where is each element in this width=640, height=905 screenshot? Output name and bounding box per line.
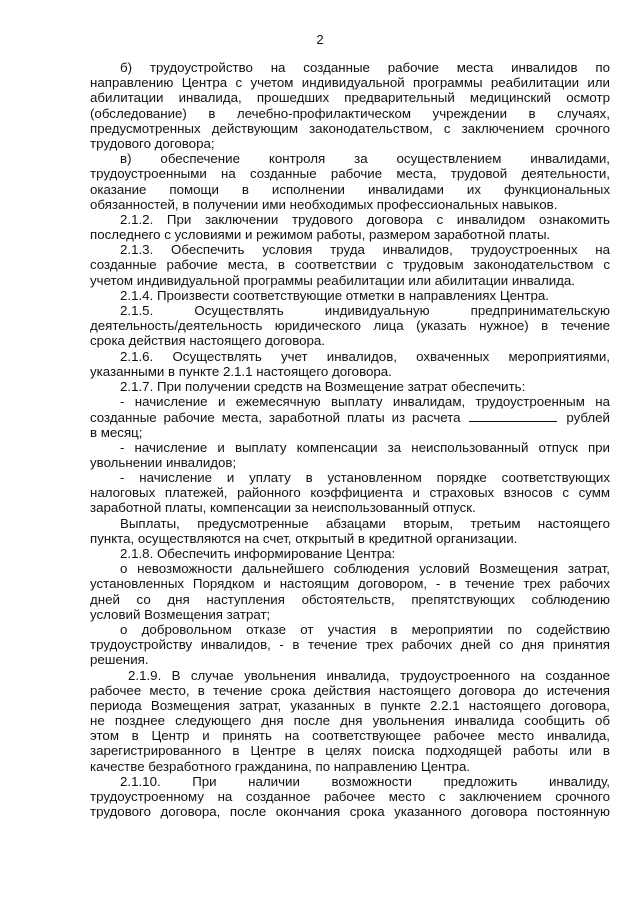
text-line: 2.1.10. При наличии возможности предложить инвалиду, xyxy=(120,773,610,789)
text-line: абилитации инвалида, прошедших предварительный медицинский осмотр xyxy=(90,90,610,106)
text-line: (обследование) в лечебно-профилактическом учреждении в случаях, xyxy=(90,105,610,121)
text-line: трудоустроенными на созданные рабочие места, трудовой деятельности, xyxy=(90,166,610,182)
text-line: трудового договора, после окончания срока указанного договора постоянную xyxy=(90,804,610,820)
text-line: учетом индивидуальной программы реабилитации или абилитации инвалида. xyxy=(90,272,575,288)
text-line: периода Возмещения затрат, указанных в пункте 2.2.1 настоящего договора, xyxy=(90,697,610,713)
text-line: этом в Центр и принять на соответствующее рабочее место инвалида, xyxy=(90,728,610,744)
text-line: 2.1.2. При заключении трудового договора с инвалидом ознакомить xyxy=(120,211,610,227)
text-line: деятельность/деятельность юридического лица (указать нужное) в течение xyxy=(90,318,610,334)
salary-line-text: созданные рабочие места, заработной платы из расчета xyxy=(90,410,468,426)
text-line: указанными в пункте 2.1.1 настоящего договора. xyxy=(90,363,392,379)
text-line: дней со дня наступления обстоятельств, препятствующих соблюдению xyxy=(90,591,610,607)
text-line: зарегистрированного в Центре в целях поиска подходящей работы или в xyxy=(90,743,610,759)
text-line: условий Возмещения затрат; xyxy=(90,606,271,622)
text-line: трудоустройству инвалидов, - в течение трех рабочих дней со дня принятия xyxy=(90,637,610,653)
text-line: установленных Порядком и настоящим договором, - в течение трех рабочих xyxy=(90,576,610,592)
blank-amount-field xyxy=(469,409,557,422)
text-line: 2.1.5. Осуществлять индивидуальную предпринимательскую xyxy=(120,303,610,318)
text-line: качестве безработного гражданина, по направлению Центра. xyxy=(90,758,471,774)
text-line: 2.1.4. Произвести соответствующие отметки в направлениях Центра. xyxy=(120,287,549,303)
text-line: - начисление и уплату в установленном порядке соответствующих xyxy=(120,470,610,486)
text-line: созданные рабочие места, в соответствии с трудовым законодательством с xyxy=(90,257,610,273)
text-line: заработной платы, компенсации за неиспользованный отпуск. xyxy=(90,500,476,516)
text-line: - начисление и ежемесячную выплату инвалидам, трудоустроенным на xyxy=(120,394,610,410)
text-line: трудового договора; xyxy=(90,135,215,151)
text-line: в месяц; xyxy=(90,424,143,440)
text-line: последнего с условиями и режимом работы, размером заработной платы. xyxy=(90,227,551,243)
text-line: оказание помощи в исполнении инвалидами их функциональных xyxy=(90,181,610,197)
text-line: 2.1.3. Обеспечить условия труда инвалидов, трудоустроенных на xyxy=(120,242,610,258)
text-line: предусмотренных действующим законодательством, с заключением срочного xyxy=(90,120,610,136)
text-line: не позднее следующего дня после дня увольнения инвалида сообщить об xyxy=(90,713,610,729)
text-line: б) трудоустройство на созданные рабочие места инвалидов по xyxy=(120,60,610,75)
text-line: рабочее место, в течение срока действия настоящего договора до истечения xyxy=(90,682,610,698)
text-line: - начисление и выплату компенсации за неиспользованный отпуск при xyxy=(120,439,610,455)
text-line: срока действия настоящего договора. xyxy=(90,333,326,349)
text-line: о невозможности дальнейшего соблюдения условий Возмещения затрат, xyxy=(120,561,610,577)
text-line: в) обеспечение контроля за осуществлением инвалидами, xyxy=(120,151,610,167)
text-line: обязанностей, в получении ими необходимых профессиональных навыков. xyxy=(90,196,558,212)
text-line: увольнении инвалидов; xyxy=(90,454,237,470)
text-line: пункта, осуществляются на счет, открытый в кредитной организации. xyxy=(90,530,518,546)
text-line: налоговых платежей, районного коэффициента и страховых взносов с сумм xyxy=(90,485,610,501)
text-line: решения. xyxy=(90,652,149,668)
text-line: 2.1.7. При получении средств на Возмещение затрат обеспечить: xyxy=(120,378,526,394)
salary-unit-text: рублей xyxy=(559,410,610,426)
text-line: Выплаты, предусмотренные абзацами вторым, третьим настоящего xyxy=(120,515,610,531)
page-number: 2 xyxy=(316,32,324,47)
text-line xyxy=(90,409,610,424)
text-line: о добровольном отказе от участия в мероприятии по содействию xyxy=(120,621,610,637)
document-body xyxy=(90,60,610,819)
text-line: трудоустроенному на созданное рабочее место с заключением срочного xyxy=(90,789,610,804)
text-line: 2.1.9. В случае увольнения инвалида, трудоустроенного на созданное xyxy=(128,667,610,683)
text-line: 2.1.8. Обеспечить информирование Центра: xyxy=(120,546,396,561)
text-line: направлению Центра с учетом индивидуальной программы реабилитации или xyxy=(90,75,610,91)
text-line: 2.1.6. Осуществлять учет инвалидов, охваченных мероприятиями, xyxy=(120,348,610,364)
